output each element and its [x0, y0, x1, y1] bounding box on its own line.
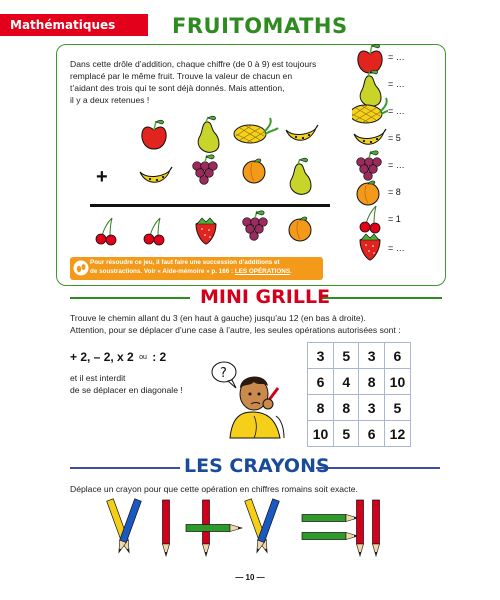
- les-crayons-title: LES CRAYONS: [184, 455, 330, 477]
- grid-cell[interactable]: 5: [334, 421, 359, 447]
- legend-value: = …: [388, 243, 405, 253]
- grid-cell[interactable]: 8: [308, 395, 334, 421]
- legend-value: = …: [388, 106, 405, 116]
- division-op: : 2: [152, 350, 167, 364]
- divider-left: [70, 297, 190, 299]
- grid-cell[interactable]: 5: [334, 343, 359, 369]
- banana-icon: [286, 125, 318, 140]
- fruit-legend-icons: [352, 44, 388, 266]
- instruction-line: il y a deux retenues !: [70, 95, 150, 105]
- grid-cell[interactable]: 6: [308, 369, 334, 395]
- instruction-line: Dans cette drôle d’addition, chaque chiffre (de 0 à 9) est toujours: [70, 59, 317, 69]
- mini-grille-instructions: [70, 312, 450, 336]
- pencil[interactable]: [163, 500, 170, 556]
- grid-cell[interactable]: 10: [308, 421, 334, 447]
- grid-row: [308, 369, 411, 395]
- grid-row: [308, 395, 411, 421]
- instruction-line: Trouve le chemin allant du 3 (en haut à gauche) jusqu’au 12 (en bas à droite).: [70, 313, 366, 323]
- apricot-icon: [357, 181, 379, 205]
- plus-operator: +: [96, 166, 108, 188]
- strawberry-icon: [360, 234, 380, 260]
- divider-right: [316, 467, 440, 469]
- cherries-icon: [96, 218, 116, 245]
- apricot-icon: [289, 217, 311, 241]
- pencil[interactable]: [302, 533, 358, 540]
- grid-cell[interactable]: 3: [359, 343, 384, 369]
- number-grid: [307, 342, 411, 447]
- cherries-icon: [144, 218, 164, 245]
- footprints-icon: [73, 260, 89, 276]
- grid-cell[interactable]: 12: [384, 421, 410, 447]
- tip-text: [90, 258, 322, 276]
- legend-value: = 1: [388, 214, 401, 224]
- page-number: — 10 —: [235, 573, 265, 582]
- grid-cell[interactable]: 8: [334, 395, 359, 421]
- apricot-icon: [243, 159, 265, 183]
- grapes-icon: [357, 151, 382, 180]
- grid-cell[interactable]: 5: [384, 395, 410, 421]
- section-tab: Mathématiques: [0, 14, 148, 36]
- banana-icon: [354, 129, 386, 144]
- grapes-icon: [193, 155, 218, 184]
- legend-value: = 8: [388, 187, 401, 197]
- legend-value: = 5: [388, 133, 401, 143]
- tip-line: Pour résoudre ce jeu, il faut faire une succession d’additions et: [90, 259, 280, 266]
- pencil[interactable]: [302, 515, 358, 522]
- grid-cell[interactable]: 10: [384, 369, 410, 395]
- ou-word: ou: [139, 354, 147, 362]
- les-crayons-instruction: Déplace un crayon pour que cette opération en chiffres romains soit exacte.: [70, 484, 358, 494]
- apple-icon: [142, 120, 166, 149]
- grid-row: [308, 421, 411, 447]
- fruit-addition: [90, 110, 330, 255]
- grid-cell[interactable]: 4: [334, 369, 359, 395]
- note-line: et il est interdit: [70, 373, 126, 383]
- divider-left: [70, 467, 180, 469]
- grid-cell[interactable]: 8: [359, 369, 384, 395]
- fruitomaths-title: FRUITOMATHS: [172, 14, 348, 38]
- pencil[interactable]: [186, 525, 242, 532]
- pencil[interactable]: [373, 500, 380, 556]
- operations-list: + 2, – 2, x 2: [70, 350, 134, 364]
- legend-value: = …: [388, 160, 405, 170]
- grid-row: [308, 343, 411, 369]
- grid-cell[interactable]: 3: [308, 343, 334, 369]
- grapes-icon: [243, 211, 268, 240]
- legend-value: = …: [388, 79, 405, 89]
- strawberry-icon: [196, 218, 216, 244]
- tip-line: [90, 267, 322, 276]
- allowed-operations: [70, 350, 166, 364]
- cherries-icon: [360, 206, 380, 233]
- note-line: de se déplacer en diagonale !: [70, 385, 183, 395]
- sum-rule: [90, 204, 330, 207]
- pear-icon: [198, 116, 219, 152]
- thinking-boy-illustration: [206, 360, 292, 440]
- diagonal-note: [70, 372, 183, 396]
- grid-cell[interactable]: 6: [359, 421, 384, 447]
- legend-value: = …: [388, 52, 405, 62]
- tip-line-suffix: .: [290, 268, 292, 275]
- grid-cell[interactable]: 3: [359, 395, 384, 421]
- pineapple-icon: [234, 118, 278, 143]
- apple-icon: [358, 44, 382, 73]
- pencil[interactable]: [357, 500, 364, 556]
- fruitomaths-instructions: [70, 58, 370, 106]
- grid-cell[interactable]: 6: [384, 343, 410, 369]
- banana-icon: [140, 167, 172, 182]
- pear-icon: [360, 70, 381, 106]
- tip-line-prefix: de soustractions. Voir « Aide-mémoire » p. 166 :: [90, 268, 235, 275]
- instruction-line: t’aidant des trois qui te sont déjà donnés. Mais attention,: [70, 83, 285, 93]
- roman-pencils-equation: [96, 496, 396, 560]
- divider-right: [322, 297, 442, 299]
- instruction-line: remplacé par le même fruit. Trouve la valeur de chacun en: [70, 71, 293, 81]
- question-bubble: ?: [220, 366, 227, 381]
- instruction-line: Attention, pour se déplacer d’une case à l’autre, les seules opérations autorisées sont :: [70, 325, 401, 335]
- mini-grille-title: MINI GRILLE: [200, 286, 331, 308]
- operations-link[interactable]: LES OPÉRATIONS: [234, 268, 291, 275]
- pear-icon: [290, 158, 311, 194]
